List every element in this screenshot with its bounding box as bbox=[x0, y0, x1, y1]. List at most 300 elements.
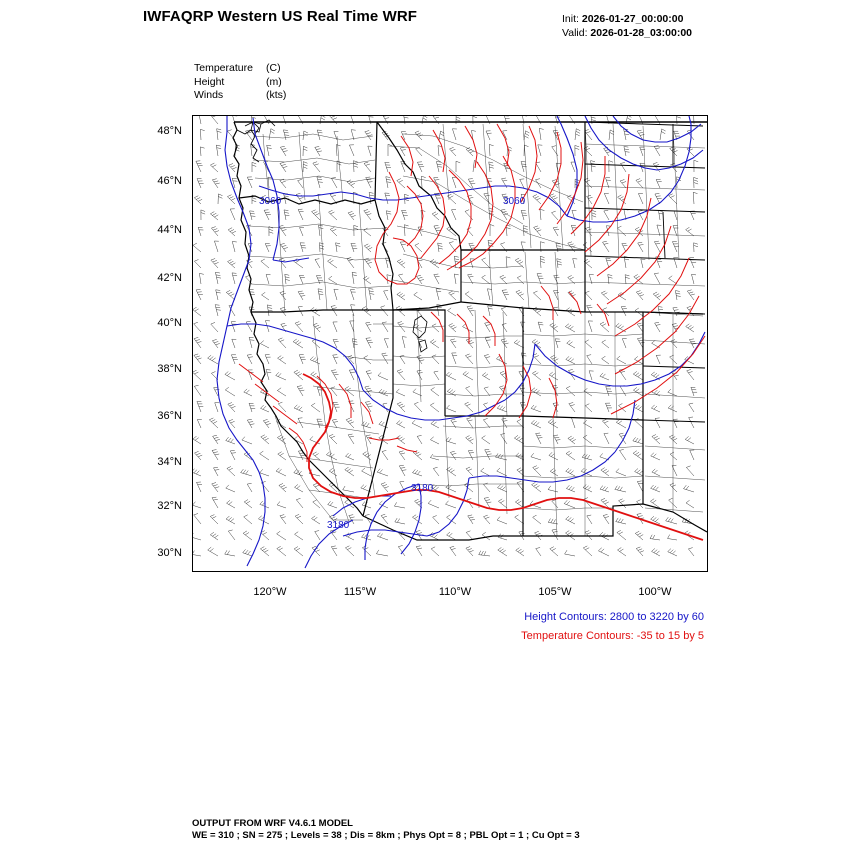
wind-barb bbox=[568, 436, 576, 444]
wind-barb bbox=[468, 450, 474, 460]
wind-barb bbox=[378, 372, 388, 380]
legend-name-temperature: Temperature bbox=[194, 62, 253, 74]
wind-barb bbox=[635, 469, 643, 477]
wind-barb bbox=[487, 289, 491, 300]
wind-barb bbox=[330, 227, 337, 236]
wind-barb bbox=[343, 486, 354, 492]
wind-barb bbox=[690, 450, 695, 460]
wind-barb bbox=[670, 452, 677, 460]
wind-barb bbox=[534, 226, 542, 236]
wind-barb bbox=[481, 468, 490, 476]
wind-barb bbox=[466, 386, 473, 396]
wind-barb bbox=[414, 292, 422, 300]
wind-barb bbox=[277, 531, 286, 540]
wind-barb bbox=[431, 421, 439, 428]
wind-barb bbox=[413, 469, 423, 476]
wind-barb bbox=[430, 403, 439, 412]
wind-barb bbox=[415, 243, 422, 252]
wind-barb bbox=[331, 306, 337, 317]
wind-barb bbox=[674, 211, 678, 220]
wind-barb bbox=[433, 116, 439, 124]
wind-barb bbox=[303, 131, 308, 140]
wind-barb bbox=[215, 305, 221, 316]
wind-barb bbox=[456, 116, 460, 124]
wind-barb bbox=[329, 434, 337, 444]
wind-barb bbox=[296, 498, 303, 508]
wind-barb bbox=[633, 451, 643, 460]
wind-barb bbox=[452, 177, 457, 188]
wind-barb bbox=[243, 531, 252, 540]
wind-barb bbox=[638, 193, 643, 204]
wind-barb bbox=[311, 403, 320, 412]
wind-barb bbox=[412, 515, 422, 524]
wind-barb bbox=[280, 291, 286, 300]
wind-barb bbox=[540, 209, 544, 220]
wind-barb bbox=[365, 131, 373, 141]
wind-barb bbox=[349, 515, 355, 524]
wind-barb bbox=[345, 467, 354, 476]
wind-barb bbox=[692, 274, 697, 284]
wind-barb bbox=[333, 339, 339, 348]
wind-barb bbox=[652, 548, 661, 556]
wind-barb bbox=[332, 419, 338, 428]
wind-barb bbox=[265, 243, 271, 252]
wind-barb bbox=[659, 211, 664, 220]
wind-barb bbox=[212, 483, 220, 493]
wind-barb bbox=[589, 371, 594, 380]
wind-barb bbox=[384, 339, 389, 348]
wind-barb bbox=[377, 533, 388, 540]
wind-barb bbox=[364, 162, 371, 172]
wind-barb bbox=[621, 306, 627, 316]
wind-barb bbox=[276, 372, 286, 380]
wind-barb bbox=[282, 116, 287, 124]
wind-barb bbox=[668, 405, 677, 412]
wind-barb bbox=[280, 146, 287, 156]
wind-barb bbox=[432, 324, 439, 332]
wind-barb bbox=[197, 419, 202, 428]
wind-barb bbox=[333, 355, 339, 364]
wind-barb bbox=[655, 418, 660, 428]
wind-barb bbox=[260, 501, 269, 508]
wind-barb bbox=[363, 452, 371, 460]
wind-barb bbox=[216, 145, 221, 156]
wind-barb bbox=[298, 179, 303, 188]
wind-barb bbox=[467, 418, 473, 428]
wind-barb bbox=[386, 211, 391, 220]
wind-barb bbox=[368, 146, 373, 156]
wind-barb bbox=[354, 225, 358, 236]
wind-barb bbox=[244, 500, 252, 508]
wind-barb bbox=[214, 467, 220, 476]
wind-barb bbox=[241, 469, 252, 476]
y-tick-label: 32°N bbox=[157, 500, 182, 512]
wind-barb bbox=[524, 131, 529, 140]
wind-barb bbox=[228, 403, 236, 413]
wind-barb bbox=[653, 292, 661, 300]
wind-barb bbox=[552, 211, 559, 220]
wind-barb bbox=[382, 353, 388, 364]
wind-barb bbox=[345, 387, 354, 397]
valid-time-row bbox=[562, 26, 692, 40]
wind-barb bbox=[431, 547, 439, 556]
wind-barb bbox=[501, 339, 508, 348]
wind-barb bbox=[583, 420, 592, 428]
contour-notes bbox=[300, 608, 704, 646]
wind-barb bbox=[604, 193, 609, 204]
wind-barb bbox=[285, 274, 290, 284]
wind-barb bbox=[404, 116, 409, 124]
wind-barb bbox=[215, 272, 221, 284]
wind-barb bbox=[686, 500, 694, 508]
wind-barb bbox=[575, 145, 579, 156]
wind-barb bbox=[504, 116, 510, 124]
wind-barb bbox=[200, 147, 204, 156]
wind-barb bbox=[619, 404, 627, 413]
wind-barb bbox=[549, 372, 558, 380]
wind-barb bbox=[537, 274, 543, 284]
wind-barb bbox=[300, 227, 305, 236]
wind-barb bbox=[195, 451, 203, 460]
wind-barb bbox=[448, 308, 457, 316]
wind-barb bbox=[446, 501, 457, 508]
wind-barb bbox=[261, 259, 269, 268]
wind-barb bbox=[350, 116, 355, 124]
wind-barb bbox=[583, 435, 592, 444]
wind-barb bbox=[566, 386, 575, 396]
wind-barb bbox=[333, 402, 340, 412]
wind-barb bbox=[656, 179, 662, 188]
wind-barb bbox=[229, 164, 237, 173]
wind-barb bbox=[279, 225, 286, 236]
wind-barb bbox=[296, 193, 303, 204]
wind-barb bbox=[280, 243, 288, 252]
wind-barb bbox=[228, 260, 236, 269]
wind-barb bbox=[382, 450, 388, 460]
wind-barb bbox=[498, 534, 507, 540]
wind-barb bbox=[384, 291, 389, 300]
wind-barb bbox=[583, 485, 592, 493]
wind-barb bbox=[397, 292, 405, 300]
wind-barb bbox=[689, 417, 694, 428]
wind-barb bbox=[446, 372, 456, 380]
y-tick-label: 48°N bbox=[157, 125, 182, 137]
wind-barb bbox=[232, 339, 237, 348]
legend-row-winds bbox=[194, 89, 286, 103]
wind-barb bbox=[263, 419, 271, 428]
wind-barb bbox=[428, 500, 439, 508]
wind-barb bbox=[277, 502, 286, 509]
wind-barb bbox=[641, 259, 646, 268]
wind-barb bbox=[604, 210, 609, 220]
init-label: Init: bbox=[562, 13, 579, 25]
wind-barb bbox=[269, 129, 275, 140]
wind-barb bbox=[246, 321, 252, 332]
contour-label: 3180 bbox=[411, 483, 434, 494]
wind-barb bbox=[400, 242, 406, 252]
wind-barb bbox=[294, 469, 303, 476]
wind-barb bbox=[619, 433, 626, 444]
wind-barb bbox=[197, 402, 203, 413]
wind-barb bbox=[227, 195, 235, 204]
wind-barb bbox=[567, 340, 575, 348]
wind-barb bbox=[686, 227, 694, 236]
wind-barb bbox=[585, 340, 592, 348]
wind-barb bbox=[193, 533, 201, 540]
wind-barb bbox=[485, 338, 491, 348]
wind-barb bbox=[402, 210, 408, 220]
wind-barb bbox=[400, 147, 406, 156]
wind-barb bbox=[468, 179, 475, 188]
wind-barb bbox=[669, 194, 677, 204]
units-legend bbox=[194, 62, 286, 103]
wind-barb bbox=[280, 515, 286, 524]
wind-barb bbox=[532, 482, 542, 492]
wind-barb bbox=[538, 145, 543, 156]
wind-barb bbox=[670, 147, 678, 156]
wind-barb bbox=[261, 531, 269, 540]
wind-barb bbox=[362, 546, 371, 556]
wind-barb bbox=[294, 370, 303, 380]
wind-barb bbox=[449, 291, 456, 300]
wind-barb bbox=[533, 466, 541, 476]
wind-barb bbox=[482, 436, 490, 444]
wind-barb bbox=[589, 274, 594, 284]
contour-label: 3180 bbox=[327, 520, 350, 531]
wind-barb bbox=[352, 339, 357, 348]
legend-row-temperature bbox=[194, 62, 286, 76]
wind-barb bbox=[463, 371, 473, 380]
wind-barb bbox=[533, 195, 541, 205]
wind-barb bbox=[622, 339, 626, 348]
wind-barb bbox=[621, 163, 627, 173]
wind-barb bbox=[501, 307, 507, 316]
y-tick-label: 46°N bbox=[157, 175, 182, 187]
wind-barb bbox=[651, 405, 660, 412]
wind-barb bbox=[249, 403, 255, 412]
wind-barb bbox=[548, 486, 558, 492]
wind-barb bbox=[385, 193, 390, 204]
wind-barb bbox=[229, 419, 235, 428]
wind-barb bbox=[277, 546, 286, 556]
wind-barb bbox=[261, 405, 270, 412]
wind-barb bbox=[488, 306, 493, 316]
wind-barb bbox=[586, 227, 593, 236]
wind-barb bbox=[571, 418, 576, 429]
wind-barb bbox=[329, 276, 338, 284]
wind-barb bbox=[194, 514, 201, 525]
wind-barb bbox=[249, 337, 254, 348]
wind-barb bbox=[247, 177, 253, 188]
wind-barb bbox=[262, 292, 270, 300]
wind-barb bbox=[521, 210, 527, 220]
wind-barb bbox=[347, 180, 355, 188]
wind-barb bbox=[200, 129, 204, 140]
wind-barb bbox=[242, 437, 252, 444]
wind-barb bbox=[519, 386, 525, 396]
wind-barb bbox=[601, 468, 609, 476]
wind-barb bbox=[334, 289, 339, 300]
wind-barb bbox=[484, 483, 491, 492]
wind-barb bbox=[523, 226, 528, 236]
wind-barb bbox=[368, 116, 373, 124]
wind-barb bbox=[540, 256, 545, 268]
wind-barb bbox=[604, 433, 609, 444]
wind-barb bbox=[465, 354, 473, 364]
wind-barb bbox=[397, 421, 406, 429]
wind-barb bbox=[554, 435, 561, 444]
wind-barb bbox=[194, 337, 201, 348]
wind-barb bbox=[689, 403, 694, 412]
wind-barb bbox=[422, 116, 428, 124]
init-value: 2026-01-27_00:00:00 bbox=[581, 13, 684, 25]
wind-barb bbox=[303, 146, 307, 156]
wind-barb bbox=[620, 386, 626, 397]
wind-barb bbox=[653, 162, 660, 172]
wind-barb bbox=[658, 307, 663, 317]
wind-barb bbox=[434, 274, 440, 284]
wind-barb bbox=[550, 547, 558, 556]
wind-barb bbox=[691, 387, 697, 396]
wind-barb bbox=[349, 370, 355, 380]
x-tick-label: 120°W bbox=[253, 586, 287, 598]
wind-barb bbox=[600, 486, 609, 492]
wind-barb bbox=[617, 356, 626, 364]
wind-barb bbox=[197, 179, 204, 189]
wind-barb bbox=[266, 370, 271, 380]
wind-barb bbox=[482, 275, 490, 284]
wind-barb bbox=[269, 227, 273, 236]
wind-barb bbox=[210, 163, 218, 172]
height-contour-note: Height Contours: 2800 to 3220 by 60 bbox=[524, 611, 704, 623]
wind-barb bbox=[466, 547, 474, 557]
wind-barb bbox=[365, 402, 372, 413]
wind-barb bbox=[364, 210, 372, 221]
wind-barb bbox=[532, 388, 542, 396]
wind-barb bbox=[619, 499, 627, 508]
wind-barb bbox=[606, 178, 611, 188]
wind-barb bbox=[549, 452, 558, 460]
wind-barb bbox=[333, 322, 338, 332]
wind-barb bbox=[485, 322, 491, 332]
wind-barb bbox=[397, 402, 405, 412]
wind-barb bbox=[353, 161, 358, 172]
wind-barb bbox=[264, 210, 271, 220]
wind-barb bbox=[348, 211, 356, 220]
wind-barb bbox=[670, 355, 677, 364]
wind-barb bbox=[489, 144, 493, 156]
state-boundaries-layer bbox=[233, 120, 707, 540]
wind-barb bbox=[312, 210, 321, 220]
wind-barb bbox=[666, 517, 677, 524]
wind-barb bbox=[300, 243, 306, 252]
wind-barb bbox=[484, 515, 491, 524]
wind-barb bbox=[295, 322, 303, 332]
legend-unit-height: (m) bbox=[266, 75, 282, 88]
wind-barb bbox=[280, 179, 286, 188]
wind-barb bbox=[395, 518, 405, 524]
wind-barb bbox=[201, 210, 205, 220]
footer-line-2: WE = 310 ; SN = 275 ; Levels = 38 ; Dis = 8km ; Phys Opt = 8 ; PBL Opt = 1 ; Cu Opt = 3 bbox=[192, 830, 580, 841]
wind-barb bbox=[279, 258, 286, 268]
wind-barb bbox=[654, 116, 660, 124]
wind-barb bbox=[438, 243, 443, 252]
wind-barb bbox=[602, 356, 609, 364]
wind-barb bbox=[298, 116, 304, 124]
wind-barb bbox=[247, 483, 252, 492]
wind-barb bbox=[672, 241, 679, 252]
init-time-row bbox=[562, 12, 692, 26]
wind-barb bbox=[414, 402, 422, 412]
x-tick-label: 100°W bbox=[638, 586, 672, 598]
wind-barb bbox=[278, 338, 286, 348]
wind-barb bbox=[573, 259, 578, 269]
wind-barb bbox=[211, 116, 219, 124]
legend-unit-temperature: (C) bbox=[266, 62, 281, 74]
map-plot-area[interactable] bbox=[192, 115, 708, 572]
wind-barb bbox=[317, 419, 323, 428]
temperature-contour-note: Temperature Contours: -35 to 15 by 5 bbox=[521, 630, 704, 642]
wind-barb bbox=[582, 454, 592, 460]
wind-barb bbox=[591, 161, 596, 172]
wind-barb bbox=[209, 418, 218, 428]
wind-barb bbox=[516, 548, 524, 556]
wind-barb bbox=[502, 418, 508, 428]
wind-barb bbox=[260, 547, 269, 556]
wind-barb bbox=[228, 530, 235, 540]
wind-barb bbox=[538, 322, 543, 332]
wind-barb bbox=[531, 405, 541, 412]
wind-barb bbox=[260, 451, 269, 460]
wind-barb bbox=[569, 403, 575, 413]
wind-barb bbox=[568, 116, 575, 124]
wind-barb bbox=[694, 160, 698, 172]
wind-barb bbox=[602, 419, 609, 428]
wind-barb bbox=[250, 211, 256, 220]
wind-barb bbox=[311, 307, 321, 316]
wind-barb bbox=[636, 179, 643, 188]
wind-barb bbox=[606, 403, 612, 412]
wind-barb bbox=[609, 161, 613, 172]
wind-barb bbox=[208, 355, 218, 364]
wind-barb bbox=[399, 274, 406, 284]
wind-barb bbox=[447, 532, 456, 540]
wind-barb bbox=[210, 212, 218, 220]
wind-barb bbox=[467, 306, 474, 316]
wind-barb bbox=[277, 435, 286, 444]
wind-barb bbox=[566, 356, 575, 364]
wind-barb bbox=[603, 241, 610, 252]
wind-barb bbox=[434, 371, 439, 380]
wind-barb bbox=[633, 371, 643, 380]
wind-barb bbox=[539, 128, 543, 140]
wind-barb bbox=[520, 179, 525, 188]
wind-barb bbox=[637, 323, 643, 332]
wind-barb bbox=[298, 451, 305, 460]
wind-barb bbox=[230, 209, 235, 220]
wind-barb bbox=[675, 291, 680, 300]
wind-barb bbox=[482, 258, 490, 268]
wind-barb bbox=[620, 449, 627, 460]
run-time-block bbox=[562, 12, 692, 40]
wind-barb bbox=[295, 532, 304, 540]
wind-barb bbox=[533, 291, 541, 300]
wind-barb bbox=[452, 210, 457, 221]
wind-barb bbox=[633, 387, 643, 396]
wind-barb bbox=[350, 290, 355, 300]
wind-barb bbox=[430, 339, 439, 348]
contour-label: 3060 bbox=[259, 196, 282, 207]
